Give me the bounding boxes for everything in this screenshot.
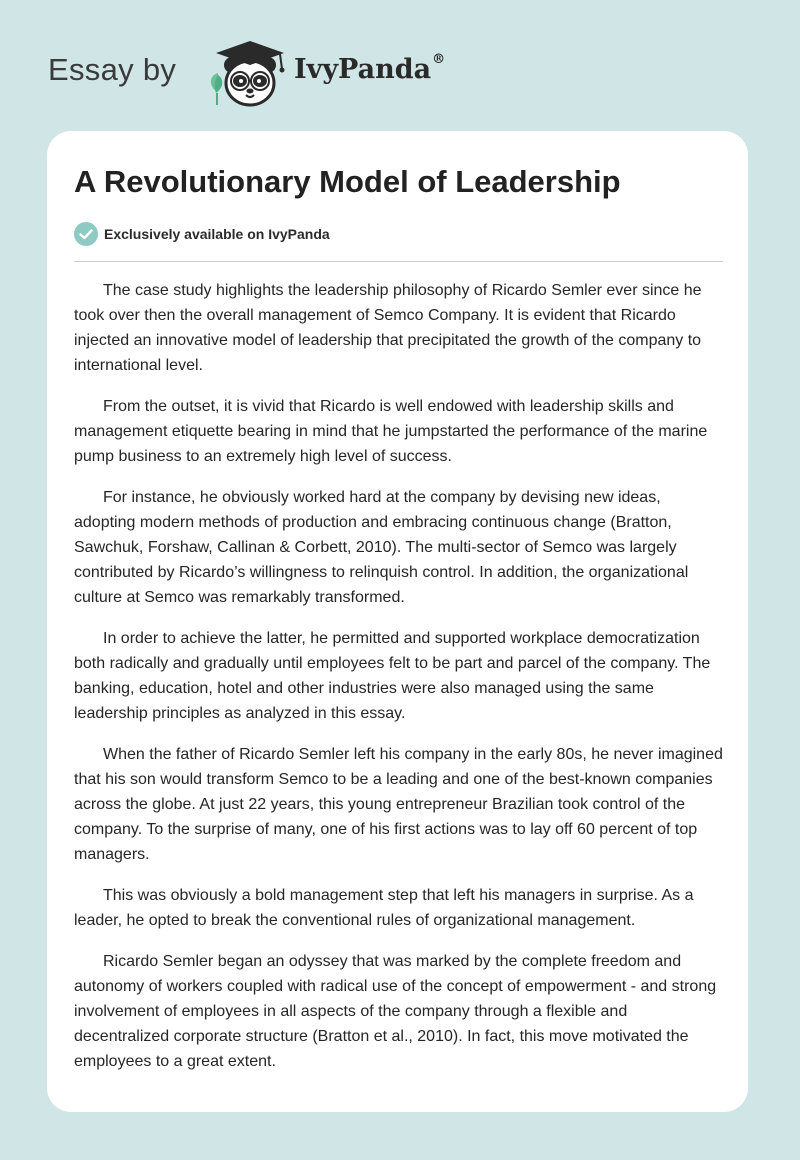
registered-mark: ®	[432, 52, 446, 67]
badge-text: Exclusively available on IvyPanda	[104, 226, 330, 242]
essay-card	[47, 131, 748, 1112]
brand-header[interactable]	[48, 32, 468, 112]
paragraph: This was obviously a bold management step that left his managers in surprise. As a leader, he opted to break the conventional rules of organizational management.	[74, 887, 694, 929]
check-circle-icon	[74, 222, 98, 246]
paragraph: The case study highlights the leadership philosophy of Ricardo Semler ever since he took over then the overall management of Semco Company. It is evident that Ricardo injected an innovative model of leadership that precipitated the growth of the company to international level.	[74, 282, 702, 374]
paragraph: In order to achieve the latter, he permitted and supported workplace democratization both radically and gradually until employees felt to be part and parcel of the company. The banking, education, hotel and other industries were also managed using the same leadership principles as analyzed in this essay.	[74, 630, 711, 722]
paragraph: For instance, he obviously worked hard at the company by devising new ideas, adopting modern methods of production and embracing continuous change (Bratton, Sawchuk, Forshaw, Callinan & Corbett, 2010). The multi-sector of Semco was largely contributed by Ricardo’s willingness to relinquish control. In addition, the organizational culture at Semco was remarkably transformed.	[74, 489, 689, 606]
paragraph: From the outset, it is vivid that Ricardo is well endowed with leadership skills and management etiquette bearing in mind that he jumpstarted the performance of the marine pump business to an extremely high level of success.	[74, 398, 708, 465]
brand-name-text: IvyPanda	[294, 54, 432, 85]
panda-graduate-logo-icon	[202, 35, 296, 111]
brand-prefix: Essay by	[48, 52, 177, 87]
divider	[74, 261, 723, 262]
essay-body	[74, 278, 725, 1090]
brand-name	[294, 54, 445, 85]
exclusive-badge	[74, 221, 330, 247]
paragraph: When the father of Ricardo Semler left his company in the early 80s, he never imagined that his son would transform Semco to be a leading and one of the best-known companies across the globe. At just 22 years, this young entrepreneur Brazilian took control of the company. To the surprise of many, one of his first actions was to lay off 60 percent of top managers.	[74, 746, 723, 863]
paragraph: Ricardo Semler began an odyssey that was marked by the complete freedom and autonomy of workers coupled with radical use of the concept of empowerment - and strong involvement of employees in all aspects of the company through a flexible and decentralized corporate structure (Bratton et al., 2010). In fact, this move motivated the employees to a great extent.	[74, 953, 717, 1070]
page-title: A Revolutionary Model of Leadership	[74, 164, 621, 199]
